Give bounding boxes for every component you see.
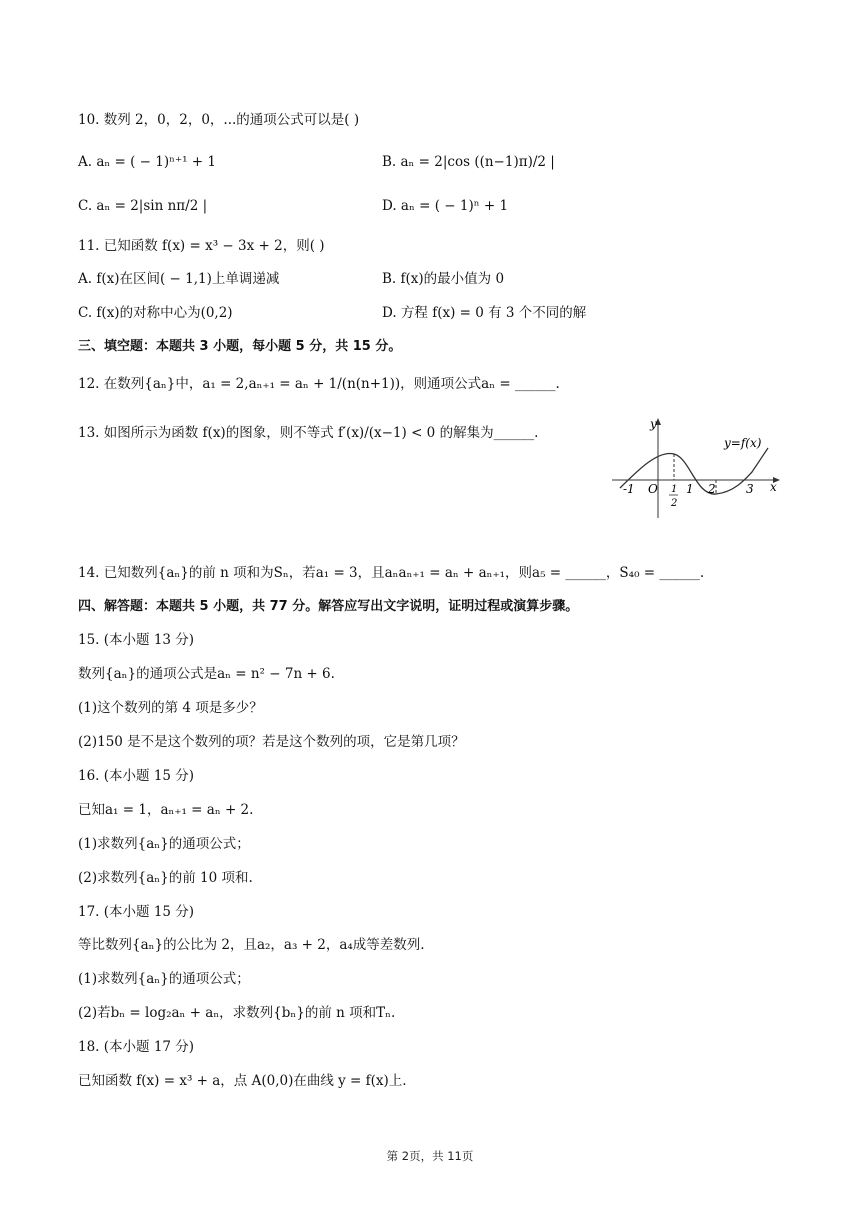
q11-stem: 11. 已知函数 f(x) = x³ − 3x + 2，则( ) xyxy=(78,238,325,254)
y-axis-label: y xyxy=(650,417,657,431)
tick-label-neg1: -1 xyxy=(623,482,635,496)
q10-option-b: B. aₙ = 2|cos ((n−1)π)/2 | xyxy=(382,154,555,170)
q16-heading: 16. (本小题 15 分) xyxy=(78,768,195,784)
q10-option-c: C. aₙ = 2|sin nπ/2 | xyxy=(78,198,208,214)
function-graph xyxy=(612,414,784,522)
q14-text: 14. 已知数列{aₙ}的前 n 项和为Sₙ，若a₁ = 3，且aₙaₙ₊₁ = aₙ + aₙ₊₁，则a₅ = ______，S₄₀ = ______. xyxy=(78,565,705,581)
curve-label: y=f(x) xyxy=(724,436,762,450)
tick-half-denominator: 2 xyxy=(671,498,678,509)
tick-label-3: 3 xyxy=(746,482,754,496)
origin-label: O xyxy=(648,482,658,496)
q15-heading: 15. (本小题 13 分) xyxy=(78,632,195,648)
q15-part2: (2)150 是不是这个数列的项？若是这个数列的项，它是第几项？ xyxy=(78,734,465,750)
q18-heading: 18. (本小题 17 分) xyxy=(78,1039,195,1055)
q15-part1: (1)这个数列的第 4 项是多少？ xyxy=(78,700,263,716)
x-axis-label: x xyxy=(770,480,777,494)
q17-heading: 17. (本小题 15 分) xyxy=(78,904,195,920)
q11-option-d: D. 方程 f(x) = 0 有 3 个不同的解 xyxy=(382,305,587,321)
tick-half-numerator: 1 xyxy=(671,484,678,495)
q18-body: 已知函数 f(x) = x³ + a，点 A(0,0)在曲线 y = f(x)上. xyxy=(78,1073,407,1089)
q10-option-a: A. aₙ = ( − 1)ⁿ⁺¹ + 1 xyxy=(78,154,216,170)
q17-body: 等比数列{aₙ}的公比为 2，且a₂，a₃ + 2，a₄成等差数列. xyxy=(78,937,425,953)
q13-text: 13. 如图所示为函数 f(x)的图象，则不等式 f′(x)/(x−1) < 0 的解集为______. xyxy=(78,425,539,441)
page-footer: 第 2页，共 11页 xyxy=(386,1149,474,1163)
q17-part2: (2)若bₙ = log₂aₙ + aₙ，求数列{bₙ}的前 n 项和Tₙ. xyxy=(78,1005,396,1021)
q11-option-c: C. f(x)的对称中心为(0,2) xyxy=(78,305,233,321)
q16-part1: (1)求数列{aₙ}的通项公式； xyxy=(78,836,250,852)
q16-body: 已知a₁ = 1，aₙ₊₁ = aₙ + 2. xyxy=(78,802,254,818)
q17-part1: (1)求数列{aₙ}的通项公式； xyxy=(78,971,250,987)
section-fill-in-heading: 三、填空题：本题共 3 小题，每小题 5 分，共 15 分。 xyxy=(78,339,402,354)
q15-body: 数列{aₙ}的通项公式是aₙ = n² − 7n + 6. xyxy=(78,666,335,682)
q16-part2: (2)求数列{aₙ}的前 10 项和. xyxy=(78,870,253,886)
q11-option-a: A. f(x)在区间( − 1,1)上单调递减 xyxy=(78,271,280,287)
q12-text: 12. 在数列{aₙ}中，a₁ = 2,aₙ₊₁ = aₙ + 1/(n(n+1))，则通项公式aₙ = ______. xyxy=(78,376,560,392)
section-answer-heading: 四、解答题：本题共 5 小题，共 77 分。解答应写出文字说明，证明过程或演算步骤。 xyxy=(78,599,579,614)
q10-option-d: D. aₙ = ( − 1)ⁿ + 1 xyxy=(382,198,509,214)
tick-label-1: 1 xyxy=(686,482,694,496)
tick-label-2: 2 xyxy=(708,482,716,496)
q10-stem: 10. 数列 2，0，2，0，...的通项公式可以是( ) xyxy=(78,112,360,128)
q11-option-b: B. f(x)的最小值为 0 xyxy=(382,271,505,287)
